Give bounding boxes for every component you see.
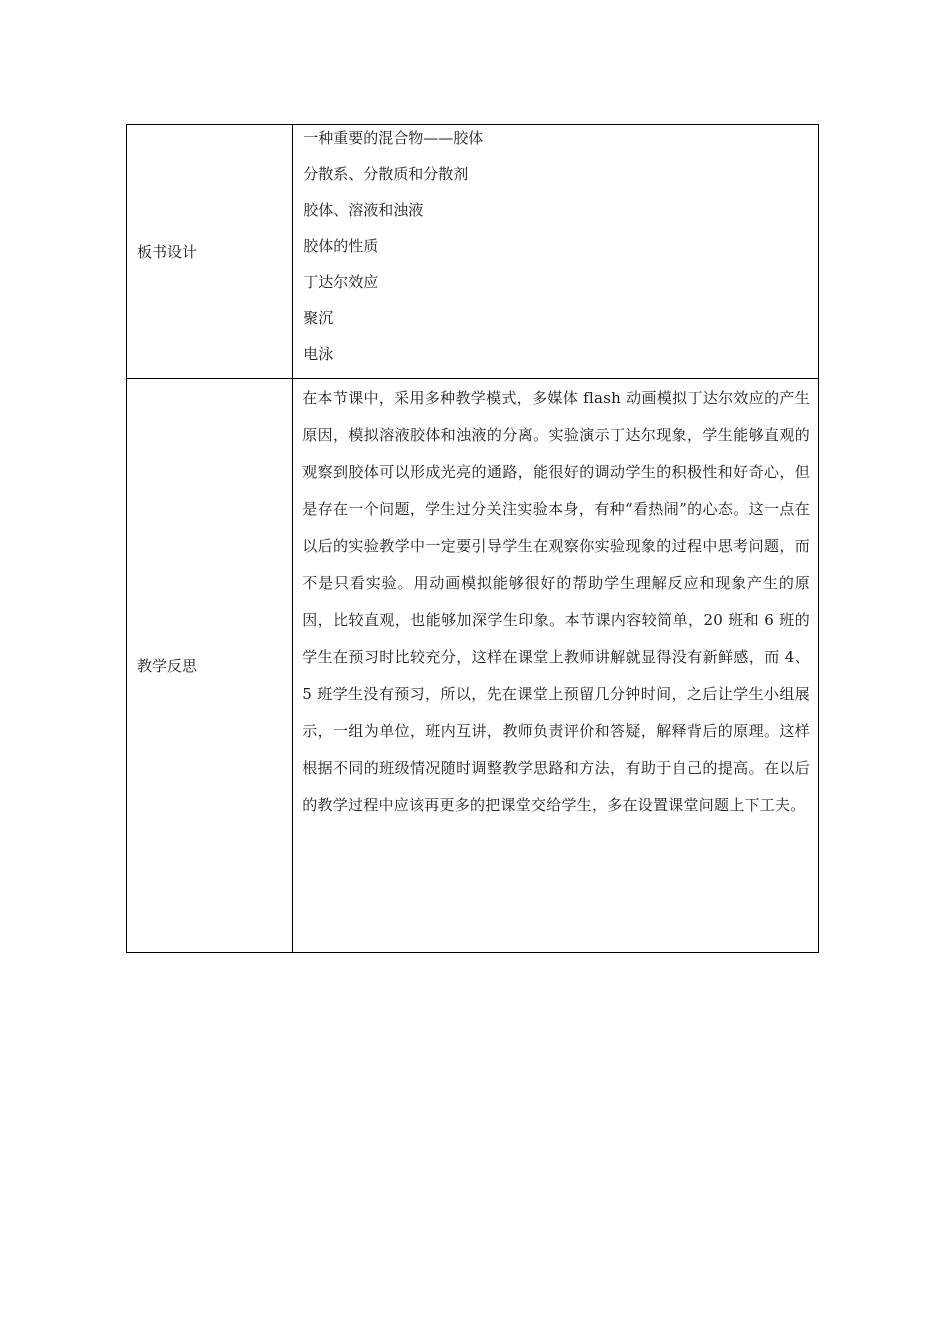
board-line-dispersion: 分散系、分散质和分散剂 bbox=[303, 165, 469, 183]
board-line-title: 一种重要的混合物——胶体 bbox=[303, 129, 484, 147]
teaching-reflection-text: 在本节课中，采用多种教学模式，多媒体 flash 动画模拟丁达尔效应的产生原因，模拟溶液胶体和浊液的分离。实验演示丁达尔现象，学生能够直观的观察到胶体可以形成光亮的通路，能很好的调动学生的积极性和好奇心，但是存在一个问题，学生过分关注实验本身，有种“看热闹”的心态。这一点在以后的实验教学中一定要引导学生在观察你实验现象的过程中思考问题，而不是只看实验。用动画模拟能够很好的帮助学生理解反应和现象产生的原因，比较直观，也能够加深学生印象。本节课内容较简单，20 班和 6 班的学生在预习时比较充分，这样在课堂上教师讲解就显得没有新鲜感，而 4、5 班学生没有预习，所以，先在课堂上预留几分钟时间，之后让学生小组展示，一组为单位，班内互讲，教师负责评价和答疑，解释背后的原理。这样根据不同的班级情况随时调整教学思路和方法，有助于自己的提高。在以后的教学过程中应该再更多的把课堂交给学生，多在设置课堂问题上下工夫。 bbox=[302, 389, 810, 814]
board-line-coagulation: 聚沉 bbox=[303, 309, 334, 327]
board-design-content bbox=[293, 125, 819, 379]
board-line-tyndall: 丁达尔效应 bbox=[303, 273, 379, 291]
teaching-reflection-label: 教学反思 bbox=[127, 379, 293, 953]
board-design-list bbox=[303, 120, 808, 372]
board-design-row bbox=[127, 125, 819, 379]
board-design-label: 板书设计 bbox=[127, 125, 293, 379]
teaching-reflection-content bbox=[293, 379, 819, 953]
teaching-reflection-row bbox=[127, 379, 819, 953]
board-line-electrophoresis: 电泳 bbox=[303, 345, 334, 363]
board-line-colloid-solution: 胶体、溶液和浊液 bbox=[303, 201, 424, 219]
board-line-properties: 胶体的性质 bbox=[303, 237, 379, 255]
lesson-plan-table bbox=[126, 124, 819, 953]
